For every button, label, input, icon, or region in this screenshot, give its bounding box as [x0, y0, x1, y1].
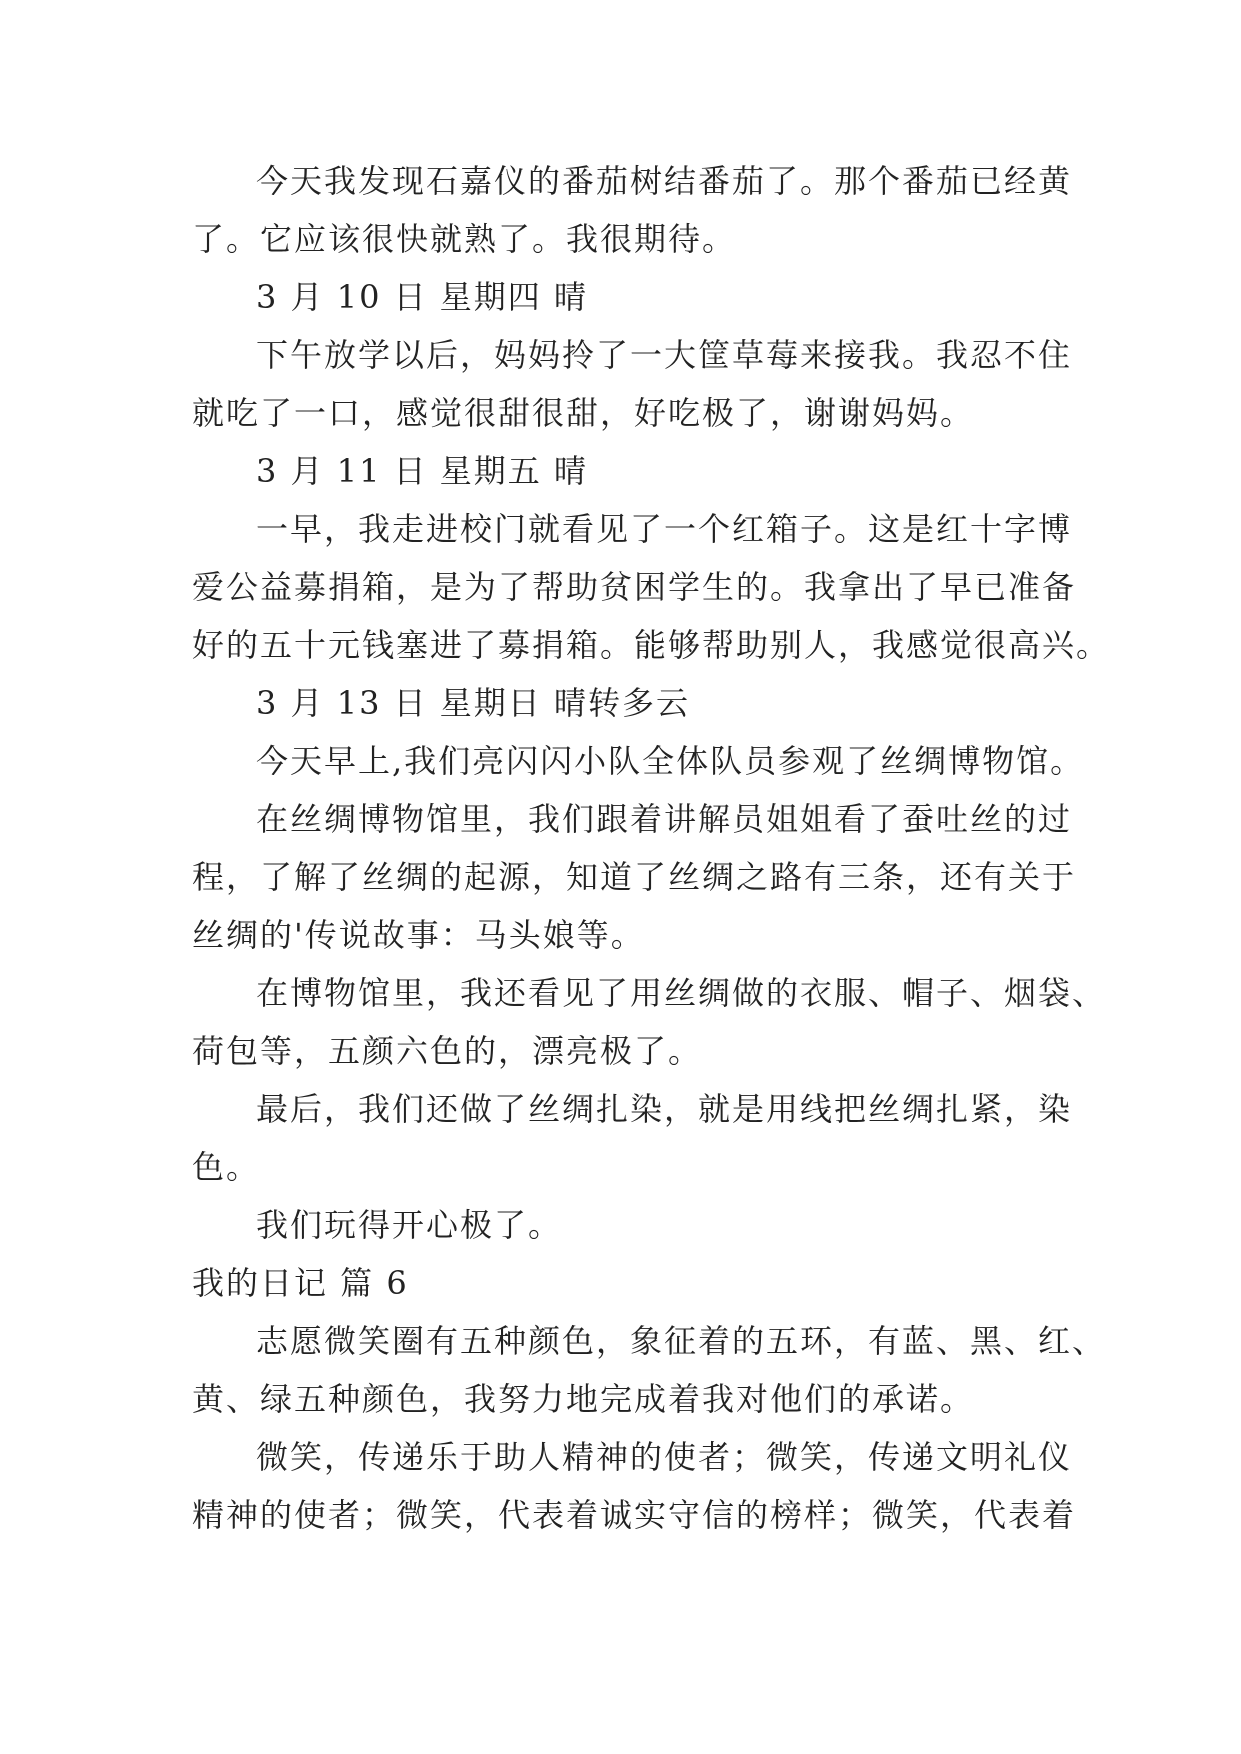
paragraph-line: 今天早上,我们亮闪闪小队全体队员参观了丝绸博物馆。	[256, 742, 1085, 780]
paragraph-line: 就吃了一口，感觉很甜很甜，好吃极了，谢谢妈妈。	[192, 394, 975, 432]
paragraph-line: 最后，我们还做了丝绸扎染，就是用线把丝绸扎紧，染	[256, 1090, 1073, 1128]
section-heading: 我的日记 篇 6	[192, 1264, 409, 1302]
paragraph-line: 在丝绸博物馆里，我们跟着讲解员姐姐看了蚕吐丝的过	[256, 800, 1073, 838]
paragraph-line: 色。	[192, 1148, 261, 1186]
paragraph-line: 丝绸的'传说故事：马头娘等。	[192, 916, 645, 954]
paragraph-line: 志愿微笑圈有五种颜色，象征着的五环，有蓝、黑、红、	[256, 1322, 1107, 1360]
paragraph-line: 精神的使者；微笑，代表着诚实守信的榜样；微笑，代表着	[192, 1496, 1077, 1534]
diary-date-heading: 3 月 11 日 星期五 晴	[256, 452, 588, 490]
paragraph-line: 爱公益募捐箱，是为了帮助贫困学生的。我拿出了早已准备	[192, 568, 1077, 606]
paragraph-line: 下午放学以后，妈妈拎了一大筐草莓来接我。我忍不住	[256, 336, 1073, 374]
paragraph-line: 一早，我走进校门就看见了一个红箱子。这是红十字博	[256, 510, 1073, 548]
diary-date-heading: 3 月 10 日 星期四 晴	[256, 278, 588, 316]
document-body	[192, 152, 1111, 1544]
paragraph-line: 了。它应该很快就熟了。我很期待。	[192, 220, 737, 258]
paragraph-line: 荷包等，五颜六色的，漂亮极了。	[192, 1032, 703, 1070]
paragraph-line: 在博物馆里，我还看见了用丝绸做的衣服、帽子、烟袋、	[256, 974, 1107, 1012]
paragraph-line: 黄、绿五种颜色，我努力地完成着我对他们的承诺。	[192, 1380, 975, 1418]
paragraph-line: 好的五十元钱塞进了募捐箱。能够帮助别人，我感觉很高兴。	[192, 626, 1111, 664]
paragraph-line: 程，了解了丝绸的起源，知道了丝绸之路有三条，还有关于	[192, 858, 1077, 896]
paragraph-line: 微笑，传递乐于助人精神的使者；微笑，传递文明礼仪	[256, 1438, 1073, 1476]
diary-date-heading: 3 月 13 日 星期日 晴转多云	[256, 684, 690, 722]
paragraph-line: 我们玩得开心极了。	[256, 1206, 563, 1244]
paragraph-line: 今天我发现石嘉仪的番茄树结番茄了。那个番茄已经黄	[256, 162, 1073, 200]
